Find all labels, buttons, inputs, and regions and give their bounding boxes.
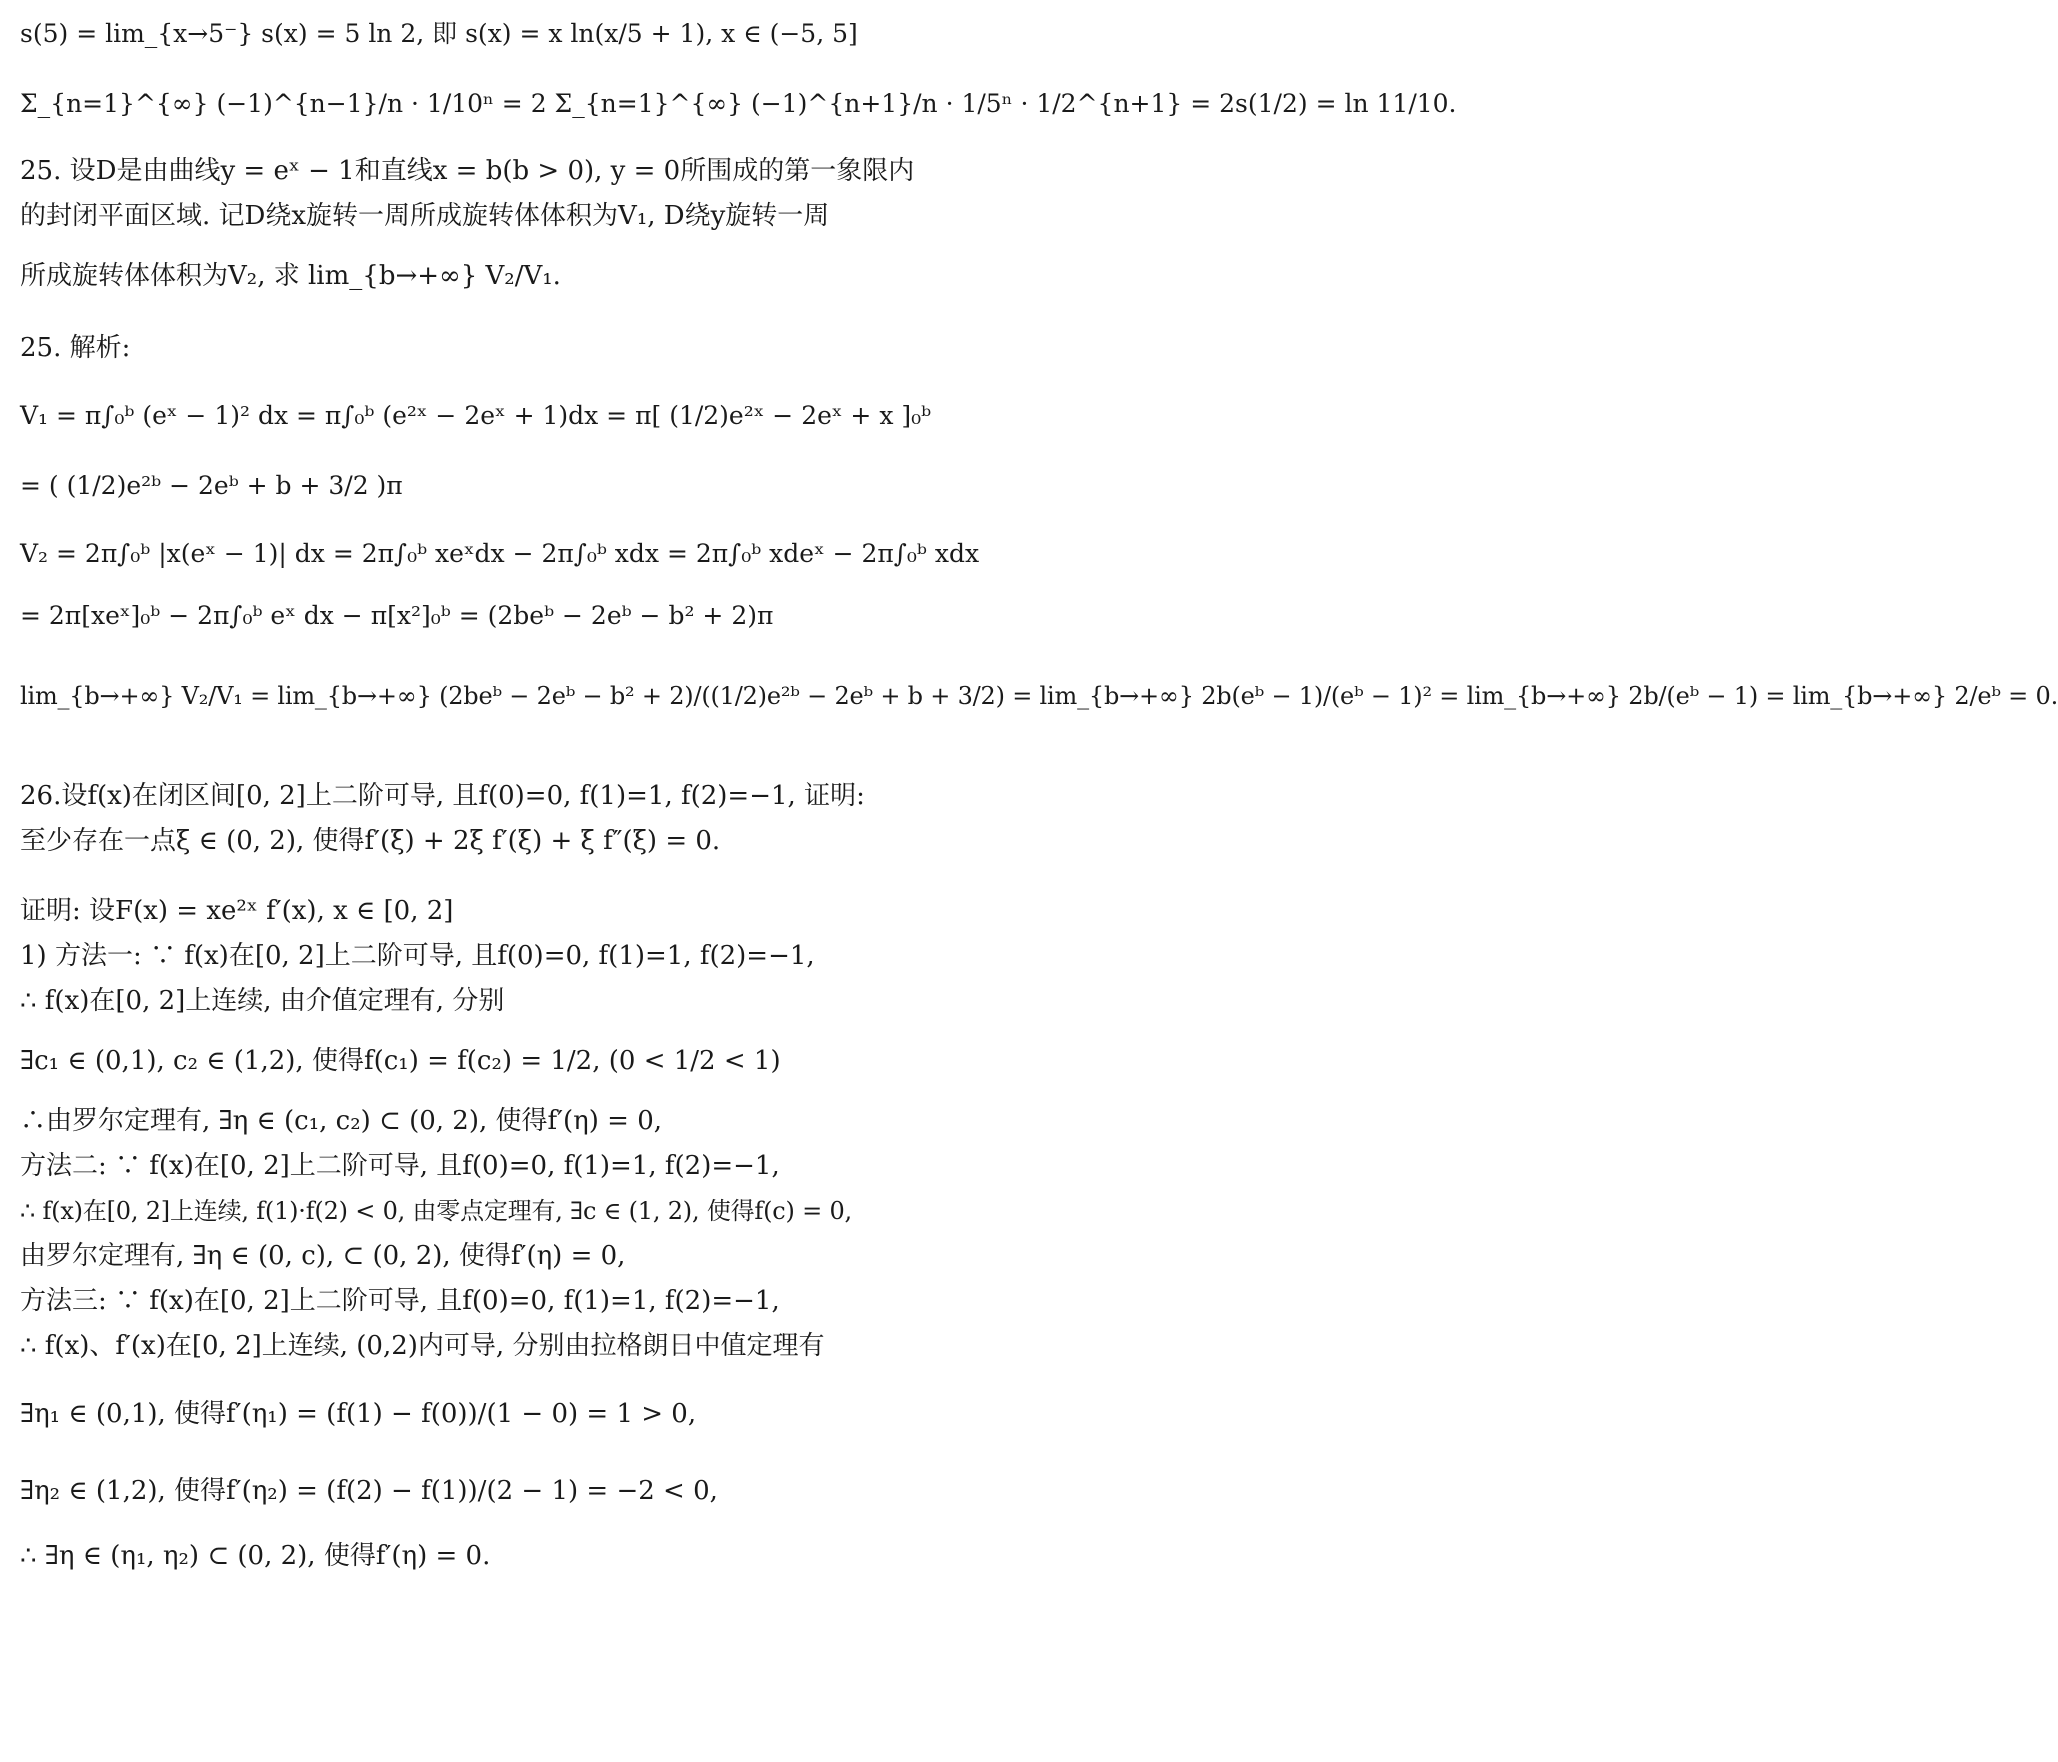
line-problem26-statement-1: 26.设f(x)在闭区间[0, 2]上二阶可导, 且f(0)=0, f(1)=1, f(2)=−1, 证明: [20,781,865,811]
line-v2-integral: V₂ = 2π∫₀ᵇ |x(eˣ − 1)| dx = 2π∫₀ᵇ xeˣdx − 2π∫₀ᵇ xdx = 2π∫₀ᵇ xdeˣ − 2π∫₀ᵇ xdx [20,539,980,568]
line-method2-zero-theorem: ∴ f(x)在[0, 2]上连续, f(1)·f(2) < 0, 由零点定理有, ∃c ∈ (1, 2), 使得f(c) = 0, [20,1197,852,1225]
line-proof-setup: 证明: 设F(x) = xe²ˣ f′(x), x ∈ [0, 2] [20,896,454,926]
line-method3-eta2: ∃η₂ ∈ (1,2), 使得f′(η₂) = (f(2) − f(1))/(2 − 1) = −2 < 0, [20,1476,718,1506]
line-method1-premise: 1) 方法一: ∵ f(x)在[0, 2]上二阶可导, 且f(0)=0, f(1)=1, f(2)=−1, [20,941,815,971]
line-method1-continuity: ∴ f(x)在[0, 2]上连续, 由介值定理有, 分别 [20,986,505,1016]
line-method3-premise: 方法三: ∵ f(x)在[0, 2]上二阶可导, 且f(0)=0, f(1)=1, f(2)=−1, [20,1286,780,1316]
line-v1-result: = ( (1/2)e²ᵇ − 2eᵇ + b + 3/2 )π [20,471,403,500]
line-limit-computation: lim_{b→+∞} V₂/V₁ = lim_{b→+∞} (2beᵇ − 2eᵇ − b² + 2)/((1/2)e²ᵇ − 2eᵇ + b + 3/2) = lim_{b→+∞} 2b(eᵇ − 1)/(eᵇ − 1)² = lim_{b→+∞} 2b/(eᵇ − 1) = lim_{b→+∞} 2/eᵇ = 0. [20,682,2058,710]
line-method1-rolle: ∴由罗尔定理有, ∃η ∈ (c₁, c₂) ⊂ (0, 2), 使得f′(η) = 0, [20,1106,663,1136]
line-problem25-statement-1: 25. 设D是由曲线y = eˣ − 1和直线x = b(b > 0), y = 0所围成的第一象限内 [20,156,915,186]
line-problem26-statement-2: 至少存在一点ξ ∈ (0, 2), 使得f′(ξ) + 2ξ f′(ξ) + ξ f″(ξ) = 0. [20,826,721,856]
line-method3-continuity: ∴ f(x)、f′(x)在[0, 2]上连续, (0,2)内可导, 分别由拉格朗日中值定理有 [20,1331,825,1361]
line-method3-conclusion: ∴ ∃η ∈ (η₁, η₂) ⊂ (0, 2), 使得f′(η) = 0. [20,1541,491,1571]
line-problem25-statement-3: 所成旋转体体积为V₂, 求 lim_{b→+∞} V₂/V₁. [20,261,561,291]
line-series-evaluation: Σ_{n=1}^{∞} (−1)^{n−1}/n · 1/10ⁿ = 2 Σ_{n=1}^{∞} (−1)^{n+1}/n · 1/5ⁿ · 1/2^{n+1} = 2s(1/2) = ln 11/10. [20,89,1457,118]
line-problem25-solution-title: 25. 解析: [20,333,131,363]
line-method2-rolle: 由罗尔定理有, ∃η ∈ (0, c), ⊂ (0, 2), 使得f′(η) = 0, [20,1241,626,1271]
line-problem25-statement-2: 的封闭平面区域. 记D绕x旋转一周所成旋转体体积为V₁, D绕y旋转一周 [20,201,830,231]
line-series-sum-value: s(5) = lim_{x→5⁻} s(x) = 5 ln 2, 即 s(x) = x ln(x/5 + 1), x ∈ (−5, 5] [20,19,858,48]
line-method1-ivt: ∃c₁ ∈ (0,1), c₂ ∈ (1,2), 使得f(c₁) = f(c₂) = 1/2, (0 < 1/2 < 1) [20,1046,781,1076]
line-method3-eta1: ∃η₁ ∈ (0,1), 使得f′(η₁) = (f(1) − f(0))/(1 − 0) = 1 > 0, [20,1399,697,1429]
line-method2-premise: 方法二: ∵ f(x)在[0, 2]上二阶可导, 且f(0)=0, f(1)=1, f(2)=−1, [20,1151,780,1181]
line-v1-integral: V₁ = π∫₀ᵇ (eˣ − 1)² dx = π∫₀ᵇ (e²ˣ − 2eˣ + 1)dx = π[ (1/2)e²ˣ − 2eˣ + x ]₀ᵇ [20,401,932,430]
line-v2-result: = 2π[xeˣ]₀ᵇ − 2π∫₀ᵇ eˣ dx − π[x²]₀ᵇ = (2beᵇ − 2eᵇ − b² + 2)π [20,601,774,630]
